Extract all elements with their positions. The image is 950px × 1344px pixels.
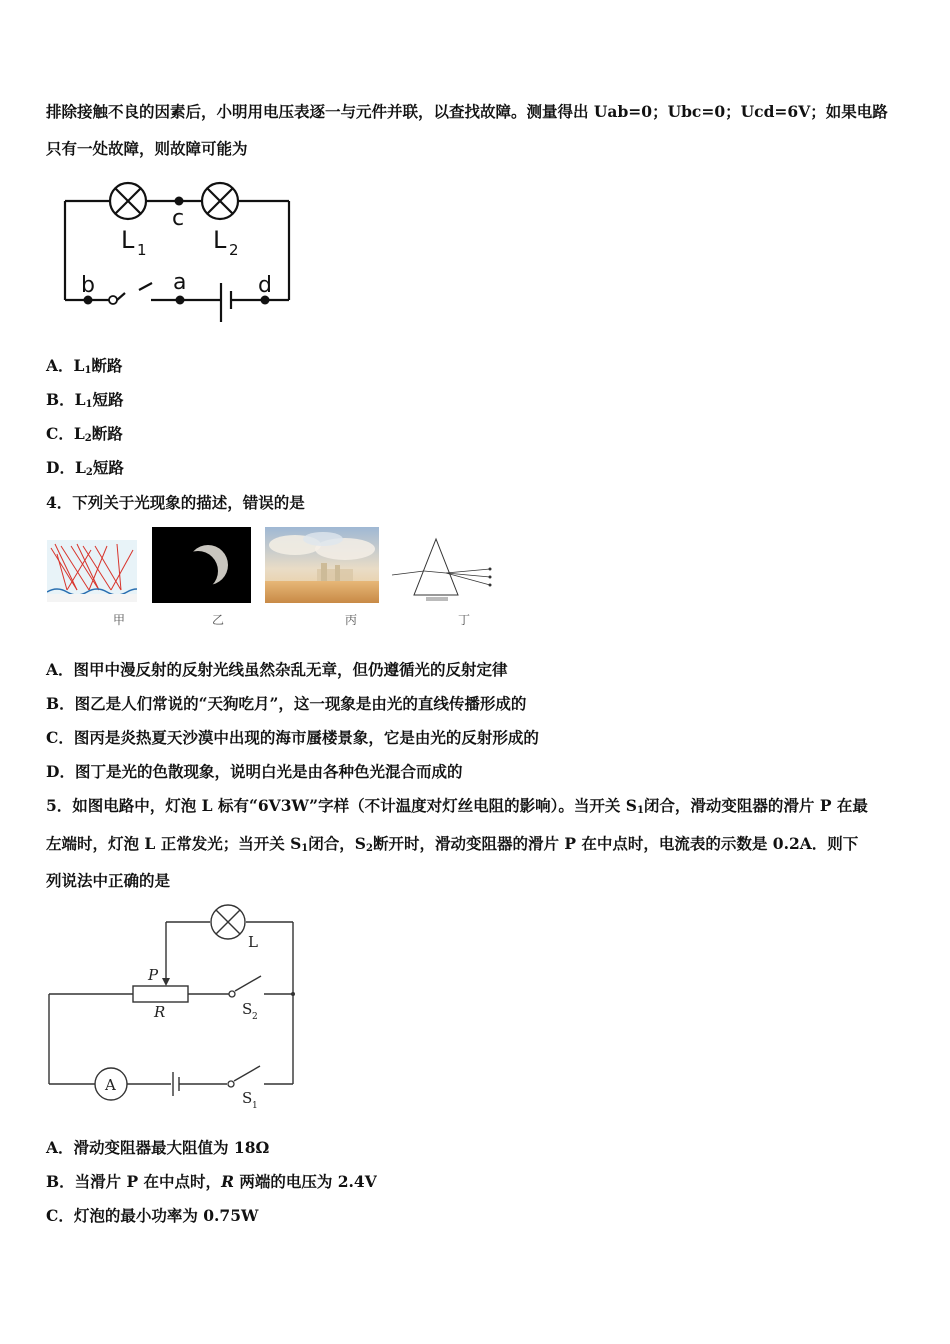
q4-option-c: C．图丙是炎热夏天沙漠中出现的海市蜃楼景象，它是由光的反射形成的 [46,728,539,747]
q3-option-a: A．$L_1$断路 [46,356,123,376]
label-s1: S [242,1089,253,1107]
label-s2: S [242,1000,253,1018]
q5-stem-line3: 列说法中正确的是 [46,871,171,890]
q5-option-b: B．当滑片 P 在中点时，R 两端的电压为 2.4V [46,1172,377,1191]
image-bing-mirage [265,527,379,603]
label-a: a [173,270,187,295]
caption-yi: 乙 [212,613,225,627]
caption-jia: 甲 [113,613,126,627]
label-r: R [154,1003,166,1021]
caption-bing: 丙 [345,613,358,627]
q4-option-b: B．图乙是人们常说的“天狗吃月”，这一现象是由光的直线传播形成的 [46,694,527,713]
q4-stem: 4．下列关于光现象的描述，错误的是 [46,493,305,512]
label-p: P [148,966,159,984]
label-l2-sub: 2 [229,241,239,259]
image-yi-lunar-eclipse [152,527,251,603]
q3-circuit-diagram [55,175,300,325]
label-s1-sub: 1 [252,1101,258,1111]
label-l1-sub: 1 [137,241,147,259]
ammeter-label: A [105,1076,116,1094]
q3-option-b: B．$L_1$短路 [46,390,124,410]
label-s2-sub: 2 [252,1012,258,1022]
label-l: L [248,933,258,951]
label-b: b [81,273,95,298]
q5-option-c: C．灯泡的最小功率为 0.75W [46,1206,259,1225]
label-l1: L [121,226,135,254]
image-jia-diffuse-reflection [47,540,137,602]
q3-option-c: C．$L_2$断路 [46,424,123,444]
q3-intro-line1: 排除接触不良的因素后，小明用电压表逐一与元件并联，以查找故障。测量得出 Uab=0；Ubc=0；Ucd=6V；如果电路 [46,102,888,121]
q4-option-a: A．图甲中漫反射的反射光线虽然杂乱无章，但仍遵循光的反射定律 [46,660,508,679]
q5-option-a: A．滑动变阻器最大阻值为 18Ω [46,1138,270,1157]
label-c: c [172,206,185,231]
label-d: d [258,273,272,298]
q4-option-d: D．图丁是光的色散现象，说明白光是由各种色光混合而成的 [46,762,463,781]
node-a-dot [176,296,185,305]
node-c-dot [175,197,184,206]
q5-stem-line2: 左端时，灯泡 L 正常发光；当开关 $S_1$闭合，$S_2$断开时，滑动变阻器的滑片 P 在中点时，电流表的示数是 0.2A．则下 [46,834,859,854]
q3-intro-line2: 只有一处故障，则故障可能为 [46,139,248,158]
label-l2: L [213,226,227,254]
image-ding-prism-dispersion [390,535,496,607]
caption-ding: 丁 [458,613,471,627]
q3-option-d: D．$L_2$短路 [46,458,124,478]
q5-stem-line1: 5．如图电路中，灯泡 L 标有“6V3W”字样（不计温度对灯丝电阻的影响）。当开关 $S_1$闭合，滑动变阻器的滑片 P 在最 [46,796,868,816]
q5-circuit-diagram [42,900,302,1115]
